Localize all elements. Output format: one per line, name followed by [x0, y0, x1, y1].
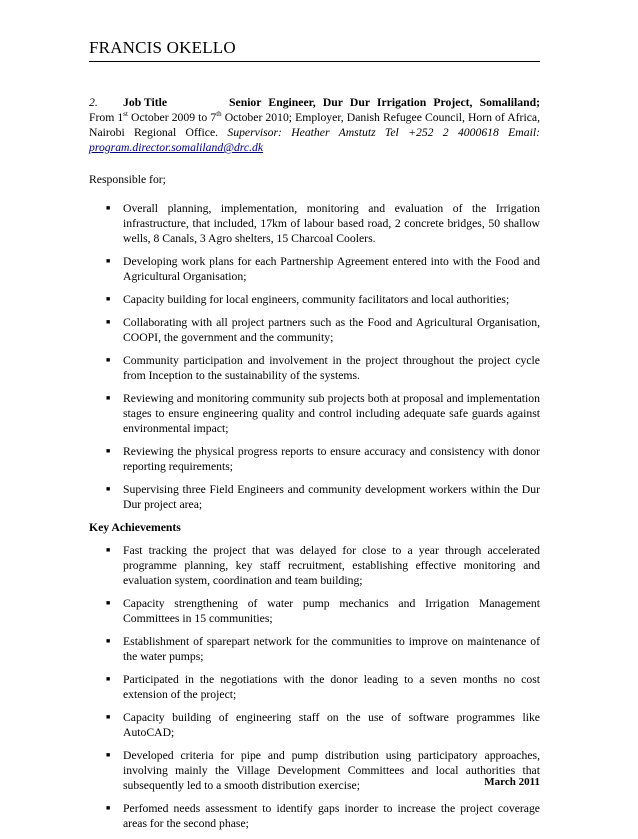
list-item: ■ Developing work plans for each Partnership Agreement entered into with the Food and Agricultural Organisation; — [89, 254, 540, 284]
email-link[interactable]: program.director.somaliland@drc.dk — [89, 141, 264, 154]
list-item: ■ Capacity building of engineering staff on the use of software programmes like AutoCAD; — [89, 710, 540, 740]
job-details: October 2010; Employer, Danish Refugee Council, Horn of Africa, Nairobi Regional Office. — [89, 111, 540, 139]
achievements-heading: Key Achievements — [89, 521, 181, 534]
from-date-sup: st — [123, 110, 128, 119]
job-number: 2. — [89, 96, 98, 109]
job-from-text: From 1 — [89, 111, 124, 124]
job-title-label: Job Title — [123, 96, 168, 109]
list-item: ■ Community participation and involvement in the project throughout the project cycle from Inception to the sustainability of the systems. — [89, 353, 540, 383]
header-divider — [89, 61, 540, 62]
list-item: ■ Fast tracking the project that was delayed for close to a year through accelerated programme planning, key staff recruitment, establishing effective monitoring and evaluation system, coordination and team building; — [89, 543, 540, 588]
list-item: ■ Capacity strengthening of water pump mechanics and Irrigation Management Committees in 15 communities; — [89, 596, 540, 626]
list-item: ■ Overall planning, implementation, monitoring and evaluation of the Irrigation infrastructure, that included, 17km of labour based road, 2 concrete bridges, 50 shallow wells, 8 Canals, 3 Agro shelters, 15 Charcoal Coolers. — [89, 201, 540, 246]
to-date-sup: th — [216, 110, 222, 119]
list-item: ■ Capacity building for local engineers, community facilitators and local authorities; — [89, 292, 540, 307]
list-item: ■ Developed criteria for pipe and pump distribution using participatory approaches, involving mainly the Village Development Committees and local authorities that subsequently led to a smooth distribution exercise; — [89, 748, 540, 793]
list-item: ■ Reviewing the physical progress reports to ensure accuracy and consistency with donor reporting requirements; — [89, 444, 540, 474]
footer-date: March 2011 — [484, 776, 540, 788]
job-position: Senior Engineer, Dur Dur Irrigation Project, Somaliland; — [229, 96, 540, 109]
list-item: ■ Collaborating with all project partners such as the Food and Agricultural Organisation, COOPI, the government and the community; — [89, 315, 540, 345]
responsibilities-list — [89, 201, 540, 512]
document-body — [89, 95, 540, 839]
list-item: ■ Participated in the negotiations with the donor leading to a seven months no cost extension of the project; — [89, 672, 540, 702]
job-from-mid: October 2009 to 7 — [127, 111, 217, 124]
header-name: FRANCIS OKELLO — [89, 38, 236, 57]
list-item: ■ Establishment of sparepart network for the communities to improve on maintenance of the water pumps; — [89, 634, 540, 664]
job-entry — [89, 95, 540, 155]
job-supervisor: Supervisor: Heather Amstutz Tel +252 2 4000618 Email: — [227, 126, 540, 139]
responsible-heading: Responsible for; — [89, 173, 166, 186]
list-item: ■ Reviewing and monitoring community sub projects both at proposal and implementation stages to ensure engineering quality and control including adequate safe guards against environmental impact; — [89, 391, 540, 436]
list-item: ■ Supervising three Field Engineers and community development workers within the Dur Dur project area; — [89, 482, 540, 512]
list-item: ■ Perfomed needs assessment to identify gaps inorder to increase the project coverage areas for the second phase; — [89, 801, 540, 831]
